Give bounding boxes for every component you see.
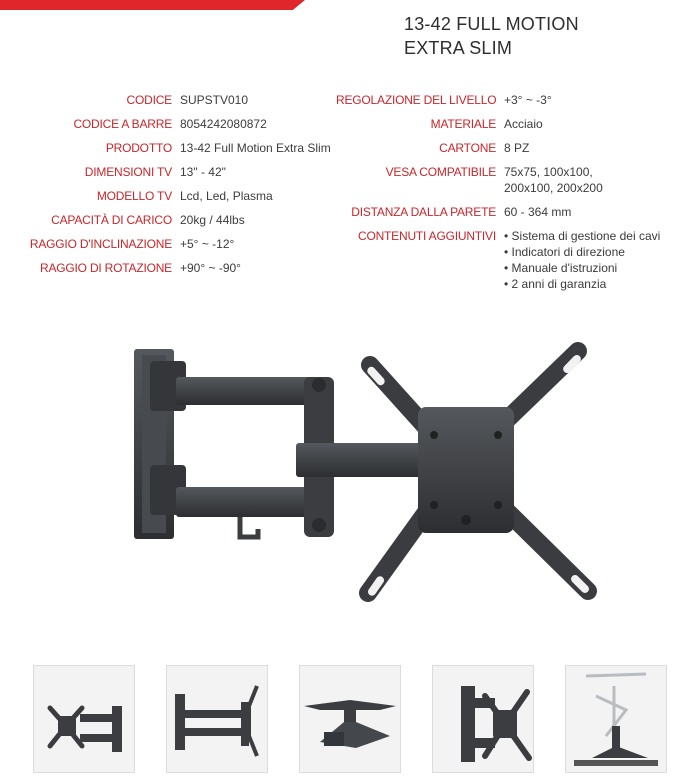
- spec-value: 13" - 42": [180, 165, 226, 179]
- spec-row-vesa: [336, 164, 680, 196]
- spec-label: PRODOTTO: [105, 141, 172, 155]
- thumbnail-image: [300, 666, 400, 772]
- thumbnail-image: [566, 666, 666, 772]
- thumbnail-strip: [0, 665, 680, 777]
- thumbnail-front-view[interactable]: [33, 665, 135, 773]
- spec-value: SUPSTV010: [180, 93, 249, 107]
- spec-row: [0, 236, 340, 252]
- spec-label: CONTENUTI AGGIUNTIVI: [357, 229, 496, 243]
- thumbnail-angle-view[interactable]: [432, 665, 534, 773]
- spec-table-left: [0, 92, 340, 284]
- spec-label: DIMENSIONI TV: [84, 165, 172, 179]
- spec-label: DISTANZA DALLA PARETE: [351, 205, 496, 219]
- spec-value: 13-42 Full Motion Extra Slim: [180, 141, 331, 155]
- spec-label: RAGGIO DI ROTAZIONE: [40, 261, 172, 275]
- thumbnail-motion-view[interactable]: [565, 665, 667, 773]
- spec-row: [0, 164, 340, 180]
- spec-row: [0, 116, 340, 132]
- spec-value: Lcd, Led, Plasma: [180, 189, 273, 203]
- thumbnail-image: [34, 666, 134, 772]
- spec-value: +90° ~ -90°: [180, 261, 241, 275]
- spec-label: MODELLO TV: [96, 189, 172, 203]
- spec-value: Acciaio: [504, 117, 543, 131]
- spec-label: CODICE: [126, 93, 172, 107]
- spec-row-distanza: [336, 204, 680, 220]
- spec-label: REGOLAZIONE DEL LIVELLO: [336, 93, 497, 107]
- spec-value: 8 PZ: [504, 141, 530, 155]
- thumbnail-top-view[interactable]: [299, 665, 401, 773]
- spec-row-materiale: [336, 116, 680, 132]
- spec-value: +3° ~ -3°: [504, 93, 552, 107]
- list-item: • Manuale d'istruzioni: [504, 260, 660, 276]
- vesa-line-2: 200x100, 200x200: [504, 181, 603, 195]
- spec-label: CARTONE: [439, 141, 496, 155]
- thumbnail-side-view[interactable]: [166, 665, 268, 773]
- spec-row: [0, 212, 340, 228]
- spec-row: [0, 260, 340, 276]
- list-item: • 2 anni di garanzia: [504, 276, 660, 292]
- spec-row: [0, 188, 340, 204]
- list-item: • Sistema di gestione dei cavi: [504, 228, 660, 244]
- spec-table-right: [336, 92, 680, 300]
- spec-label: CODICE A BARRE: [73, 117, 172, 131]
- spec-row-contenuti: [336, 228, 680, 292]
- spec-value: 20kg / 44lbs: [180, 213, 245, 227]
- list-item: • Indicatori di direzione: [504, 244, 660, 260]
- product-title: [404, 12, 579, 60]
- contents-list: [496, 228, 660, 292]
- spec-value: 8054242080872: [180, 117, 267, 131]
- spec-label: MATERIALE: [430, 117, 496, 131]
- title-line-2: EXTRA SLIM: [404, 38, 513, 58]
- spec-value: +5° ~ -12°: [180, 237, 235, 251]
- spec-value: 60 - 364 mm: [504, 205, 572, 219]
- spec-row: [0, 92, 340, 108]
- header-accent-bar: [0, 0, 305, 10]
- thumbnail-image: [433, 666, 533, 772]
- spec-label: RAGGIO D'INCLINAZIONE: [29, 237, 172, 251]
- spec-label: VESA COMPATIBILE: [385, 165, 496, 179]
- spec-row: [0, 140, 340, 156]
- thumbnail-image: [167, 666, 267, 772]
- spec-row-cartone: [336, 140, 680, 156]
- product-hero-image: [120, 325, 610, 625]
- vesa-line-1: 75x75, 100x100,: [504, 165, 593, 179]
- spec-value: [496, 164, 603, 196]
- spec-label: CAPACITÀ DI CARICO: [51, 213, 172, 227]
- title-line-1: 13-42 FULL MOTION: [404, 14, 579, 34]
- spec-row-livello: [336, 92, 680, 108]
